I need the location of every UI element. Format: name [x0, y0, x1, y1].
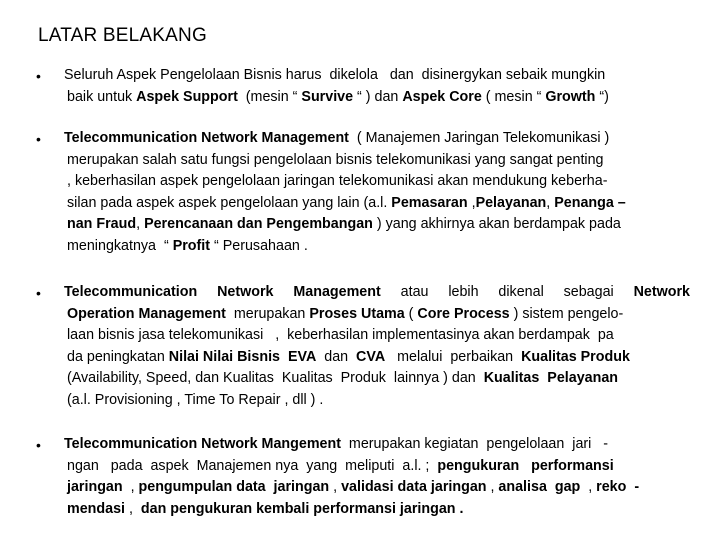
text-run: (a.l. Provisioning , Time To Repair , dll ) . [67, 391, 324, 408]
paragraph-line [64, 434, 690, 456]
text-run: Seluruh Aspek Pengelolaan Bisnis harus dikelola dan disinergykan sebaik mungkin [64, 67, 606, 83]
bold-term: reko - [596, 479, 640, 495]
paragraph-line [64, 499, 690, 521]
paragraph-line [64, 65, 690, 87]
text-run: , [486, 479, 499, 495]
text-run: ngan pada aspek Manajemen nya yang meliputi a.l. ; [67, 457, 438, 474]
bullet-icon: • [36, 131, 41, 147]
bold-term: pengumpulan data jaringan [138, 479, 330, 495]
text-run: laan bisnis jasa telekomunikasi , keberhasilan implementasinya akan berdampak pa [67, 327, 614, 343]
text-run: , keberhasilan aspek pengelolaan jaringan telekomunikasi akan mendukung keberha- [67, 173, 608, 189]
bold-term: Proses Utama [309, 305, 405, 322]
paragraph-line [64, 325, 690, 347]
bold-term: Pemasaran [391, 194, 468, 211]
paragraph-line [64, 171, 690, 193]
text-run: ( mesin “ [481, 88, 546, 105]
text-run: atau lebih dikenal sebagai [400, 284, 634, 300]
bold-term: Telecommunication Network Management [64, 284, 381, 300]
bullet-icon: • [36, 68, 41, 84]
text-run: , [329, 479, 342, 495]
paragraph-line [64, 282, 690, 304]
bold-term: EVA [287, 348, 317, 365]
bullet-paragraph-3 [64, 282, 690, 411]
paragraph-line [64, 368, 690, 390]
bold-term: CVA [356, 348, 386, 365]
paragraph-line [64, 347, 690, 369]
paragraph-line [64, 456, 690, 478]
text-run: (Availability, Speed, dan Kualitas Kualitas Produk lainnya ) dan [67, 370, 484, 386]
text-run: silan pada aspek aspek pengelolaan yang lain (a.l. [67, 194, 392, 211]
bold-term: Growth [545, 88, 596, 105]
text-run: ) yang akhirnya akan berdampak pada [372, 216, 621, 232]
text-run: ) sistem pengelo- [509, 305, 624, 322]
slide-title: LATAR BELAKANG [38, 25, 207, 46]
bold-term: Pelayanan [475, 194, 547, 211]
text-run: ( Manajemen Jaringan Telekomunikasi ) [348, 130, 610, 146]
bullet-icon: • [36, 285, 41, 301]
text-run: “ Perusahaan . [210, 237, 308, 254]
text-run [280, 349, 288, 365]
bold-term: jaringan [67, 479, 123, 495]
text-run: ( [404, 305, 418, 322]
text-run: , [136, 216, 145, 232]
text-run: meningkatnya “ [67, 237, 173, 254]
bold-term: pengukuran performansi [437, 457, 614, 474]
bullet-icon: • [36, 437, 41, 453]
bold-term: validasi data jaringan [341, 479, 487, 495]
bold-term: Nilai Nilai Bisnis [168, 348, 280, 365]
paragraph-line [64, 193, 690, 215]
paragraph-line [64, 390, 690, 412]
bold-term: Core Process [417, 305, 510, 322]
bold-term: Operation Management [67, 305, 226, 322]
text-run: merupakan salah satu fungsi pengelolaan bisnis telekomunikasi yang sangat penting [67, 151, 604, 168]
text-run: , [467, 194, 476, 211]
text-run: merupakan [225, 305, 310, 322]
paragraph-line [64, 477, 690, 499]
text-run: dan [316, 348, 357, 365]
text-run: “ ) dan [353, 88, 403, 105]
paragraph-line [64, 150, 690, 172]
bold-term: Aspek Core [402, 88, 482, 105]
bold-term: Survive [301, 88, 354, 105]
paragraph-line [64, 214, 690, 236]
bold-term: mendasi [67, 500, 126, 517]
paragraph-line [64, 304, 690, 326]
bold-term: Aspek Support [136, 88, 238, 105]
text-run: “) [595, 88, 609, 105]
bold-term: Network [633, 284, 690, 300]
paragraph-line [64, 236, 690, 258]
bold-term: Penanga – [554, 194, 626, 211]
bold-term: Telecommunication Network Mangement [64, 436, 341, 452]
paragraph-line [64, 128, 690, 150]
bullet-paragraph-2 [64, 128, 690, 257]
bold-term: Telecommunication Network Management [64, 130, 349, 146]
text-run: , [125, 500, 141, 517]
bold-term: nan Fraud [67, 216, 137, 232]
bold-term: Perencanaan dan Pengembangan [144, 216, 373, 232]
bold-term: analisa gap [498, 479, 581, 495]
bold-term: dan pengukuran kembali performansi jaringan [140, 500, 456, 517]
bullet-paragraph-4 [64, 434, 690, 520]
bullet-paragraph-1 [64, 65, 690, 108]
text-run: , [546, 194, 555, 211]
bold-term: . [459, 500, 464, 517]
bold-term: Profit [172, 237, 211, 254]
text-run: , [122, 479, 139, 495]
bold-term: Kualitas Produk [521, 348, 630, 365]
text-run: baik untuk [67, 88, 137, 105]
text-run: merupakan kegiatan pengelolaan jari - [340, 436, 609, 452]
text-run: , [580, 479, 597, 495]
text-run: melalui perbaikan [385, 348, 522, 365]
paragraph-line [64, 87, 690, 109]
bold-term: Kualitas Pelayanan [483, 370, 619, 386]
text-run: (mesin “ [237, 88, 302, 105]
text-run: da peningkatan [67, 348, 169, 365]
